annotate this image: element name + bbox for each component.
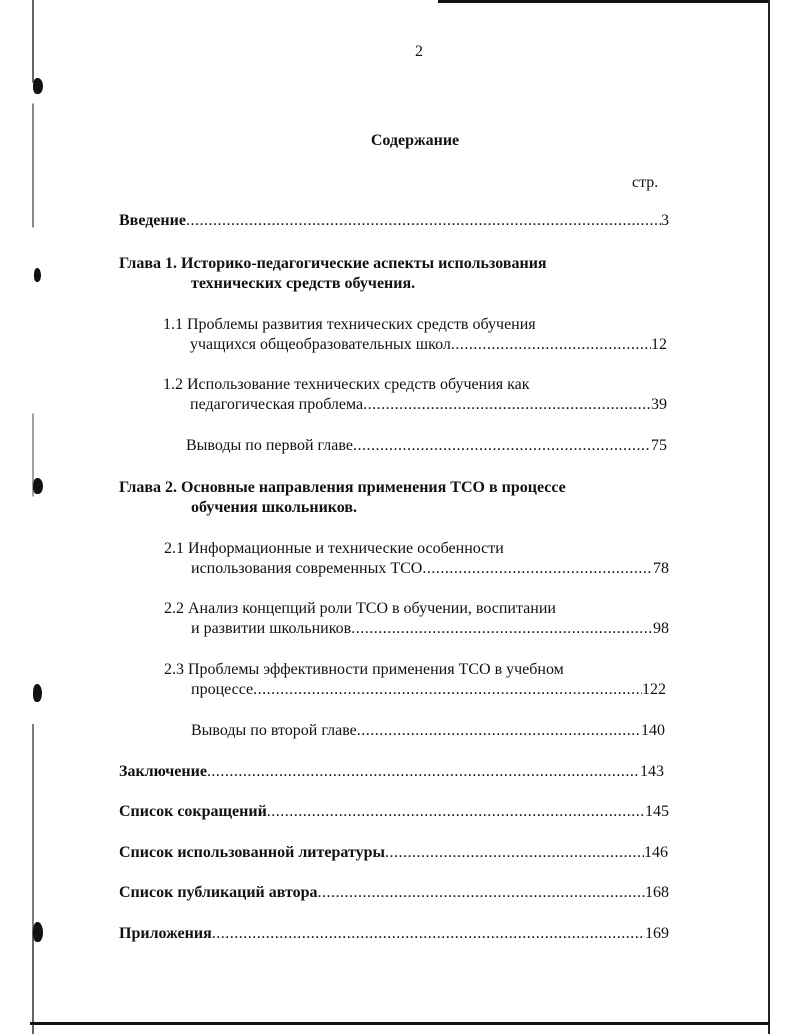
toc-leader: [267, 802, 645, 822]
toc-section-2-2: [164, 599, 669, 639]
toc-page: 140: [641, 722, 665, 739]
chapter-heading-line1: Глава 2. Основные направления применения ТСО в процессе: [119, 479, 566, 496]
toc-page: 12: [651, 336, 667, 353]
toc-page: 122: [642, 681, 666, 698]
section-line1: 2.3 Проблемы эффективности применения ТСО в учебном: [164, 661, 564, 678]
section-line1: 2.2 Анализ концепций роли ТСО в обучении, воспитании: [164, 600, 556, 617]
toc-label: Список публикаций автора: [119, 884, 318, 901]
toc-leader: [422, 559, 653, 579]
toc-label: Список использованной литературы: [119, 844, 385, 861]
toc-entry-abbreviations: [119, 802, 669, 822]
toc-page: 169: [645, 925, 669, 942]
toc-page: 75: [651, 437, 667, 454]
toc-chapter-1: [119, 254, 679, 294]
toc-section-1-2: [163, 375, 667, 415]
toc-leader: [212, 924, 645, 944]
section-line2: использования современных ТСО: [191, 560, 423, 577]
toc-label: Выводы по первой главе: [186, 437, 353, 454]
section-line2: и развитии школьников: [191, 620, 352, 637]
section-line1: 2.1 Информационные и технические особенности: [164, 540, 504, 557]
toc-leader: [207, 762, 640, 782]
chapter-heading-line2: обучения школьников.: [191, 499, 358, 516]
scan-blot: [33, 478, 43, 494]
chapter-heading-line1: Глава 1. Историко-педагогические аспекты использования: [119, 255, 547, 272]
page-title: Содержание: [370, 132, 460, 149]
toc-leader: [253, 680, 642, 700]
toc-entry-intro: [119, 211, 669, 231]
toc-page: 168: [645, 884, 669, 901]
pages-column-label: стр.: [632, 174, 659, 191]
section-line1: 1.2 Использование технических средств обучения как: [163, 376, 530, 393]
section-line2: учащихся общеобразовательных школ: [190, 336, 451, 353]
toc-page: 145: [645, 803, 669, 820]
toc-leader: [385, 843, 644, 863]
toc-section-2-1: [164, 539, 669, 579]
toc-entry-conclusion: [119, 762, 664, 782]
scan-edge-bottom: [30, 1022, 770, 1025]
scan-blot: [33, 684, 42, 702]
toc-label: Список сокращений: [119, 803, 267, 820]
toc-leader: [451, 335, 651, 355]
toc-page: 98: [653, 620, 669, 637]
toc-section-2-3: [164, 660, 666, 700]
toc-page: 39: [651, 396, 667, 413]
toc-label: Заключение: [119, 763, 207, 780]
page-number: 2: [415, 43, 423, 60]
toc-conclusions-1: [186, 436, 667, 456]
scan-blot: [33, 922, 43, 942]
toc-chapter-2: [119, 478, 679, 518]
section-line2: процессе: [191, 681, 254, 698]
toc-page: 78: [653, 560, 669, 577]
toc-leader: [351, 619, 653, 639]
scan-edge-top: [438, 0, 770, 3]
toc-label: Введение: [119, 212, 186, 229]
toc-leader: [353, 436, 651, 456]
toc-page: 3: [661, 212, 669, 229]
toc-page: 146: [644, 844, 668, 861]
toc-leader: [363, 395, 651, 415]
toc-label: Выводы по второй главе: [191, 722, 357, 739]
toc-entry-references: [119, 843, 668, 863]
toc-conclusions-2: [191, 721, 665, 741]
toc-entry-publications: [119, 883, 669, 903]
scan-blot: [34, 268, 41, 282]
chapter-heading-line2: технических средств обучения.: [191, 275, 416, 292]
toc-label: Приложения: [119, 925, 212, 942]
scan-edge-right: [768, 0, 770, 1034]
section-line2: педагогическая проблема: [190, 396, 364, 413]
scan-blot: [33, 78, 43, 94]
toc-section-1-1: [163, 315, 667, 355]
toc-page: 143: [640, 763, 664, 780]
scan-edge-left: [32, 0, 34, 1034]
toc-leader: [318, 883, 645, 903]
toc-leader: [186, 211, 661, 231]
toc-leader: [357, 721, 641, 741]
toc-entry-appendix: [119, 924, 669, 944]
section-line1: 1.1 Проблемы развития технических средств обучения: [163, 316, 536, 333]
